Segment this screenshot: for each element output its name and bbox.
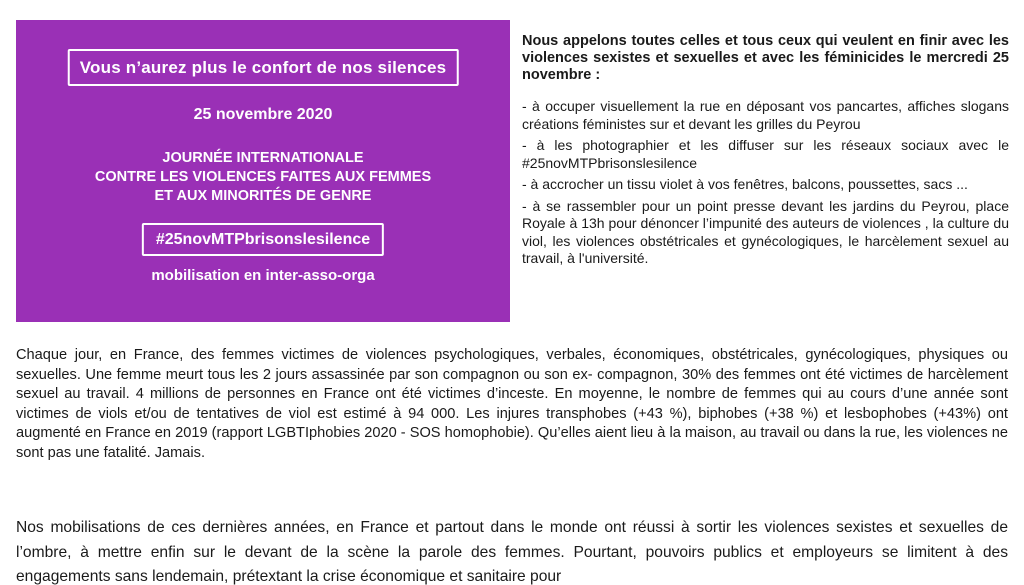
body-paragraph-mobilisations: Nos mobilisations de ces dernières années, en France et partout dans le monde ont réussi à sortir les violences sexistes et sexuelles de l’ombre, à mettre enfin sur le devant de la scène la parole des femmes. Pourtant, pouvoirs publics et employeurs se limitent à des engagements sans lendemain, prétextant la crise économique et sanitaire pour bbox=[16, 519, 1008, 585]
banner-event-title bbox=[16, 149, 510, 206]
banner-mobilisation: mobilisation en inter-asso-orga bbox=[151, 267, 375, 284]
banner-date: 25 novembre 2020 bbox=[193, 106, 333, 123]
call-to-action bbox=[522, 33, 1009, 272]
banner-hashtag: #25novMTPbrisonslesilence bbox=[142, 223, 384, 256]
call-intro: Nous appelons toutes celles et tous ceux qui veulent en finir avec les violences sexistes et sexuelles et avec les féminicides le mercredi 25 novembre : bbox=[522, 33, 1009, 83]
campaign-banner bbox=[16, 20, 510, 322]
body-paragraph-statistics: Chaque jour, en France, des femmes victimes de violences psychologiques, verbales, économiques, obstétricales, gynécologiques, physiques ou sexuelles. Une femme meurt tous les 2 jours assassinée par son compagnon ou son ex- compagnon, 30% des femmes ont été victimes de harcèlement sexuel au travail. 4 millions de personnes en France ont été victimes d’inceste. En moyenne, le nombre de femmes qui au cours d’une année sont victimes de viols et/ou de tentatives de viol est estimé à 94 000. Les injures transphobes (+43 %), biphobes (+38 %) et lesbophobes (+43%) ont augmenté en France en 2019 (rapport LGBTIphobies 2020 - SOS homophobie). Qu’elles aient lieu à la maison, au travail ou dans la rue, les violences ne sont pas une fatalité. Jamais. bbox=[16, 347, 1008, 461]
call-item: - à se rassembler pour un point presse devant les jardins du Peyrou, place Royale à 13h pour dénoncer l’impunité des auteurs de violences , la culture du viol, les violences obstétricales et gynécologiques, le harcèlement sexuel au travail, à l'université. bbox=[522, 197, 1009, 266]
call-item: - à accrocher un tissu violet à vos fenêtres, balcons, poussettes, sacs ... bbox=[522, 176, 968, 192]
banner-event-title-line: JOURNÉE INTERNATIONALE bbox=[162, 150, 364, 166]
banner-event-title-line: CONTRE LES VIOLENCES FAITES AUX FEMMES bbox=[94, 169, 432, 185]
banner-slogan: Vous n’aurez plus le confort de nos silences bbox=[68, 49, 459, 86]
call-item: - à les photographier et les diffuser sur les réseaux sociaux avec le #25novMTPbrisonslesilence bbox=[522, 137, 1009, 171]
banner-event-title-line: ET AUX MINORITÉS DE GENRE bbox=[154, 188, 372, 204]
call-item: - à occuper visuellement la rue en déposant vos pancartes, affiches slogans créations féministes sur et devant les grilles du Peyrou bbox=[522, 98, 1009, 132]
